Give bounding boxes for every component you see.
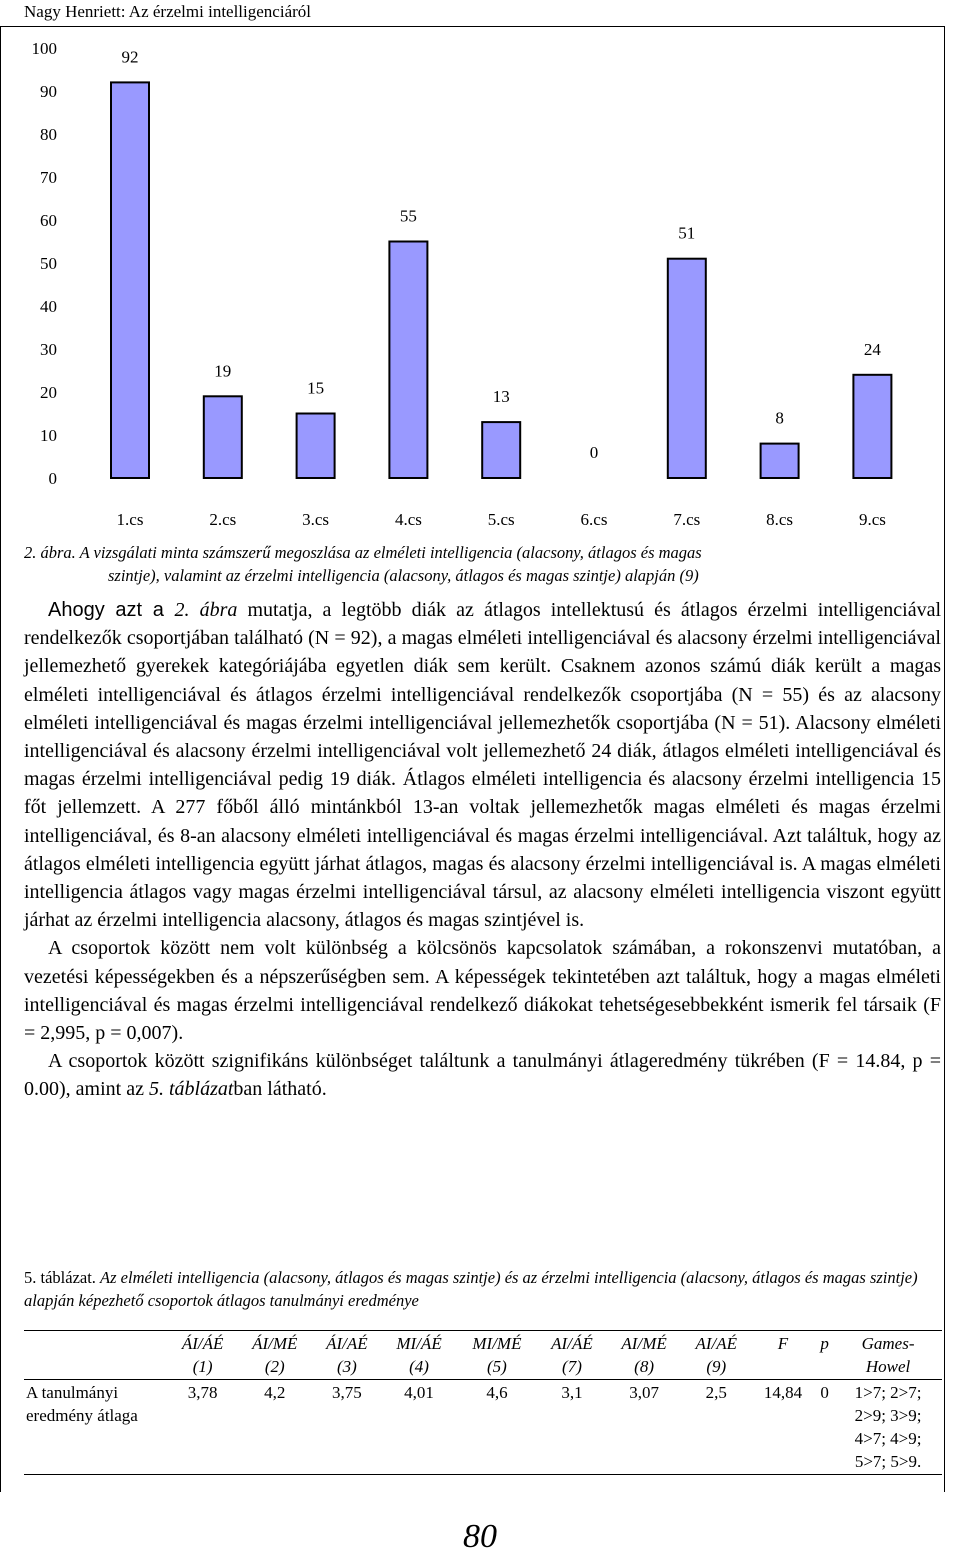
header-cell [312,1331,381,1380]
data-label: 19 [214,361,232,381]
table-cell: 4,01 [382,1380,457,1475]
figure-caption [24,541,924,587]
bar [297,414,335,479]
header-bottom: (8) [634,1357,654,1376]
table-row [24,1380,942,1475]
figure-caption-line1: A vizsgálati minta számszerű megoszlása az elméleti intelligencia (alacsony, átlagos és magas [79,543,702,562]
header-top: AI/MÉ [621,1334,667,1353]
results-table [24,1330,942,1475]
bar [761,444,799,478]
games-howel-line: 2>9; 3>9; [854,1406,922,1425]
x-tick-label: 1.cs [116,510,144,529]
data-label: 92 [121,47,139,67]
y-tick-label: 100 [31,39,57,58]
header-top: p [820,1334,829,1353]
header-top: MI/MÉ [472,1334,522,1353]
x-tick-label: 7.cs [673,510,701,529]
page-number: 80 [463,1518,497,1555]
games-howel-line: 5>7; 5>9. [854,1452,922,1471]
data-label: 51 [678,223,696,243]
header-cell [537,1331,606,1380]
header-cell [168,1331,237,1380]
y-tick-label: 30 [40,340,57,359]
table-cell: 4,2 [237,1380,312,1475]
header-top: ÁI/AÉ [326,1334,368,1353]
header-top: AI/ÁÉ [551,1334,593,1353]
header-rule [0,26,944,27]
header-bottom: (5) [487,1357,507,1376]
header-cell [751,1331,815,1380]
running-head: Nagy Henriett: Az érzelmi intelligenciáról [24,2,311,21]
table-cell: 14,84 [751,1380,815,1475]
paragraph-1-lead: Ahogy azt a [48,599,175,621]
paragraph-2: A csoportok között nem volt különbség a kölcsönös kapcsolatok számában, a rokonszenvi mutatóban, a vezetési képességekben és a népszerűségben sem. A képességek tekintetében azt találtuk, hogy a magas elméleti intelligenciával és magas érzelmi intelligenciával rendelkező diákokat tehetségesebbekként ismerik fel társaik (F = 2,995, p = 0,007). [24,937,941,1045]
table-cell: 3,1 [537,1380,606,1475]
header-cell [382,1331,457,1380]
data-label: 8 [775,408,784,428]
header-top: F [777,1334,789,1353]
table-caption [24,1266,944,1312]
y-tick-label: 0 [48,469,57,488]
x-tick-label: 3.cs [302,510,330,529]
header-cell [607,1331,682,1380]
paragraph-3 [24,1047,941,1103]
games-howel-line: 1>7; 2>7; [854,1383,922,1402]
y-tick-label: 90 [40,82,57,101]
row-label: A tanulmányi eredmény átlaga [24,1380,168,1475]
header-cell [834,1331,942,1380]
table-number: 5. táblázat. [24,1268,96,1287]
header-bottom: Howel [865,1357,911,1376]
header-cell [682,1331,751,1380]
header-cell [457,1331,538,1380]
paragraph-1-rest: mutatja, a legtöbb diák az átlagos intellektusú és átlagos érzelmi intelligenciával rendelkezők csoportjában található (N = 92), a magas elméleti intelligenciával és alacsony érzelmi intelligenciával jellemezhető gyerekek kategóriájába egyetlen diák sem került. Csaknem azonos számú diák került a magas elméleti intelligenciával és átlagos érzelmi intelligenciával rendelkezők csoportjába (N = 55) és az alacsony elméleti intelligenciával és magas érzelmi intelligenciával jellemezhetők csoportjába (N = 51). Alacsony elméleti intelligenciával és alacsony érzelmi intelligenciával volt jellemezhető 24 diák, átlagos elméleti intelligenciával és magas érzelmi intelligenciával pedig 19 diák. Átlagos elméleti intelligencia és alacsony érzelmi intelligencia 15 főt jellemzett. A 277 főből álló mintánkból 13-an voltak jellemezhetők magas elméleti és magas érzelmi intelligenciával, és 8-an alacsony elméleti intelligenciával és magas érzelmi intelligenciával. Azt találtuk, hogy az átlagos elméleti intelligencia együtt járhat átlagos, magas és alacsony érzelmi intelligenciával is. A magas elméleti intelligencia átlagos vagy magas érzelmi intelligenciával társul, az alacsony elméleti intelligencia viszont együtt járhat az érzelmi intelligencia alacsony, átlagos és magas szintjével is. [24,599,941,932]
x-tick-label: 6.cs [580,510,608,529]
x-tick-label: 8.cs [766,510,794,529]
table-title: Az elméleti intelligencia (alacsony, átlagos és magas szintje) és az érzelmi intelligencia (alacsony, átlagos és magas szintje) alapján képezhető csoportok átlagos tanulmányi eredménye [24,1268,918,1310]
paragraph-3-lead: A csoportok között szignifikáns különbséget találtunk a tanulmányi átlageredmény tükrében (F = 14.84, p = 0.00), amint az [24,1050,941,1101]
bar [482,422,520,478]
header-bottom: (9) [706,1357,727,1376]
figure-number: 2. ábra. [24,543,76,562]
header-bottom: (4) [409,1357,429,1376]
x-tick-label: 9.cs [858,510,886,529]
body-text [24,596,941,1104]
y-tick-label: 20 [40,383,57,402]
table-ref: 5. táblázat [148,1078,234,1101]
header-bottom: (2) [264,1357,285,1376]
y-tick-label: 60 [40,211,57,230]
header-top: ÁI/MÉ [252,1334,298,1353]
bar [204,396,242,478]
paragraph-1 [24,596,941,934]
y-tick-label: 80 [40,125,57,144]
header-top: AI/AÉ [695,1334,737,1353]
figure-caption-line2: szintje), valamint az érzelmi intelligencia (alacsony, átlagos és magas szintje) alapján (9) [108,566,699,585]
games-howel-cell [834,1380,942,1475]
header-bottom: (3) [337,1357,357,1376]
table-header-row [24,1331,942,1380]
x-tick-label: 2.cs [209,510,237,529]
data-label: 0 [589,443,599,462]
games-howel-line: 4>7; 4>9; [854,1429,922,1448]
bar [668,259,706,478]
table-cell: 3,75 [312,1380,381,1475]
table-cell: 4,6 [457,1380,538,1475]
table-cell: 3,07 [607,1380,682,1475]
header-cell [237,1331,312,1380]
header-top: ÁI/ÁÉ [181,1334,224,1353]
x-tick-label: 4.cs [394,510,422,529]
data-label: 13 [492,387,510,407]
x-tick-label: 5.cs [487,510,515,529]
right-frame-rule [944,26,945,1492]
y-tick-label: 70 [40,168,57,187]
header-empty-cell [24,1331,168,1380]
y-tick-label: 40 [40,297,57,316]
header-bottom: (1) [192,1357,213,1376]
table-cell: 2,5 [682,1380,751,1475]
table-cell: 0 [815,1380,834,1475]
header-bottom: (7) [562,1357,582,1376]
header-top: MI/ÁÉ [396,1334,442,1353]
bar [389,242,427,479]
y-tick-label: 10 [40,426,57,445]
figure-ref: 2. ábra [174,599,238,621]
paragraph-3-rest: ban látható. [233,1078,327,1101]
data-label: 24 [863,339,881,359]
data-label: 15 [307,378,325,398]
bar [111,82,149,478]
data-label: 55 [399,206,417,226]
table-cell: 3,78 [168,1380,237,1475]
bar [853,375,891,478]
bar-chart [0,28,944,536]
header-top: Games- [861,1334,915,1353]
y-tick-label: 50 [40,254,57,273]
header-cell [815,1331,834,1380]
